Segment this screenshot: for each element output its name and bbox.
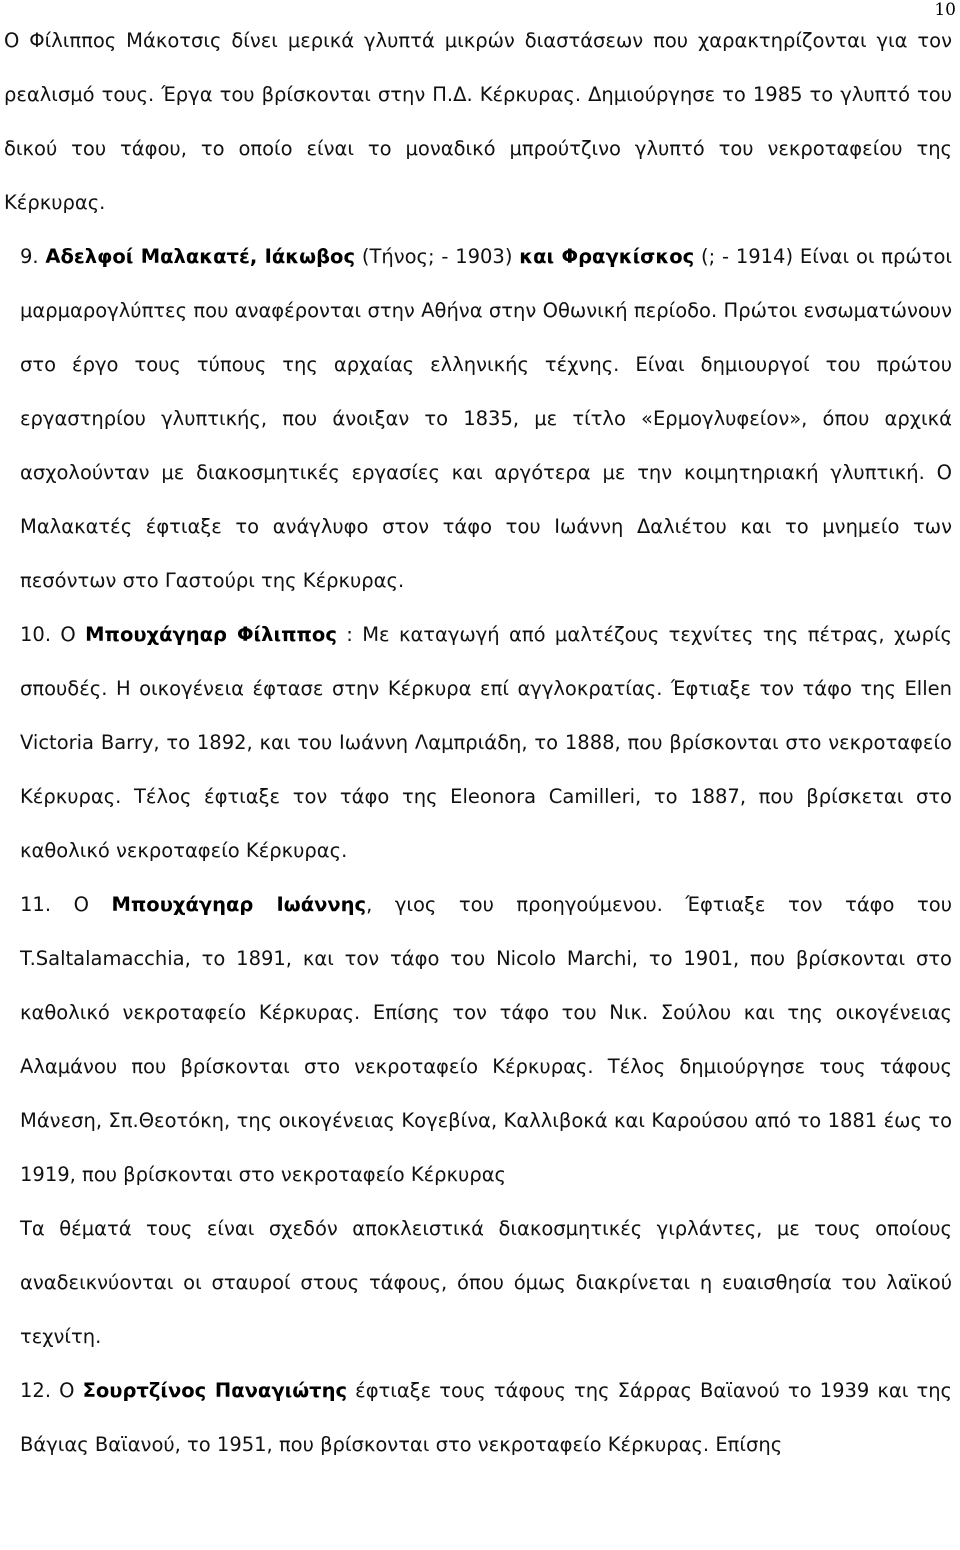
artist-name: Μπουχάγηαρ Ιωάννης: [111, 893, 367, 916]
paragraph-sourtzinos: [4, 1364, 952, 1472]
paragraph-makotsis: [4, 14, 952, 230]
paragraph-text: Τα θέματά τους είναι σχεδόν αποκλειστικά διακοσμητικές γιρλάντες, με τους οποίους αναδεικνύονται οι σταυροί στους τάφους, όπου όμως διακρίνεται η ευαισθησία του λαϊκού τεχνίτη.: [20, 1217, 952, 1348]
artist-name: Αδελφοί Μαλακατέ, Ιάκωβος: [45, 245, 356, 268]
paragraph-bouchagiar-filippos: [4, 608, 952, 878]
item-number: 9.: [20, 245, 46, 268]
paragraph-text: (Τήνος; - 1903): [355, 245, 520, 268]
paragraph-text: : Με καταγωγή από μαλτέζους τεχνίτες της πέτρας, χωρίς σπουδές. Η οικογένεια έφτασε στην Κέρκυρα επί αγγλοκρατίας. Έφτιαξε τον τάφο της Ellen Victoria Barry, το 1892, και του Ιωάννη Λαμπριάδη, το 1888, που βρίσκονται στο νεκροταφείο Κέρκυρας. Τέλος έφτιαξε τον τάφο της Eleonora Camilleri, το 1887, που βρίσκεται στο καθολικό νεκροταφείο Κέρκυρας.: [20, 623, 952, 862]
artist-name: και Φραγκίσκος: [519, 245, 695, 268]
paragraph-themes: [4, 1202, 952, 1364]
document-body: [4, 14, 952, 1472]
page-number: 10: [934, 0, 956, 20]
artist-name: Μπουχάγηαρ Φίλιππος: [85, 623, 337, 646]
item-number: 12. Ο: [20, 1379, 83, 1402]
paragraph-bouchagiar-ioannis: [4, 878, 952, 1202]
paragraph-text: (; - 1914) Είναι οι πρώτοι μαρμαρογλύπτες που αναφέρονται στην Αθήνα στην Οθωνική περίοδο. Πρώτοι ενσωματώνουν στο έργο τους τύπους της αρχαίας ελληνικής τέχνης. Είναι δημιουργοί του πρώτου εργαστηρίου γλυπτικής, που άνοιξαν το 1835, με τίτλο «Ερμογλυφείον», όπου αρχικά ασχολούνταν με διακοσμητικές εργασίες και αργότερα με την κοιμητηριακή γλυπτική. Ο Μαλακατές έφτιαξε το ανάγλυφο στον τάφο του Ιωάννη Δαλιέτου και το μνημείο των πεσόντων στο Γαστούρι της Κέρκυρας.: [20, 245, 953, 592]
paragraph-text: , γιος του προηγούμενου. Έφτιαξε τον τάφο του T.Saltalamacchia, το 1891, και τον τάφο του Nicolo Marchi, το 1901, που βρίσκονται στο καθολικό νεκροταφείο Κέρκυρας. Επίσης τον τάφο του Νικ. Σούλου και της οικογένειας Αλαμάνου που βρίσκονται στο νεκροταφείο Κέρκυρας. Τέλος δημιούργησε τους τάφους Μάνεση, Σπ.Θεοτόκη, της οικογένειας Κογεβίνα, Καλλιβοκά και Καρούσου από το 1881 έως το 1919, που βρίσκονται στο νεκροταφείο Κέρκυρας: [20, 893, 952, 1186]
item-number: 11. Ο: [20, 893, 112, 916]
item-number: 10. Ο: [20, 623, 86, 646]
artist-name: Σουρτζίνος Παναγιώτης: [82, 1379, 348, 1402]
paragraph-malakate: [4, 230, 952, 608]
paragraph-text: έφτιαξε τους τάφους της Σάρρας Βαϊανού το 1939 και της Βάγιας Βαϊανού, το 1951, που βρίσκονται στο νεκροταφείο Κέρκυρας. Επίσης: [20, 1379, 953, 1456]
paragraph-text: Ο Φίλιππος Μάκοτσις δίνει μερικά γλυπτά μικρών διαστάσεων που χαρακτηρίζονται για τον ρεαλισμό τους. Έργα του βρίσκονται στην Π.Δ. Κέρκυρας. Δημιούργησε το 1985 το γλυπτό του δικού του τάφου, το οποίο είναι το μοναδικό μπρούτζινο γλυπτό του νεκροταφείου της Κέρκυρας.: [4, 29, 952, 214]
